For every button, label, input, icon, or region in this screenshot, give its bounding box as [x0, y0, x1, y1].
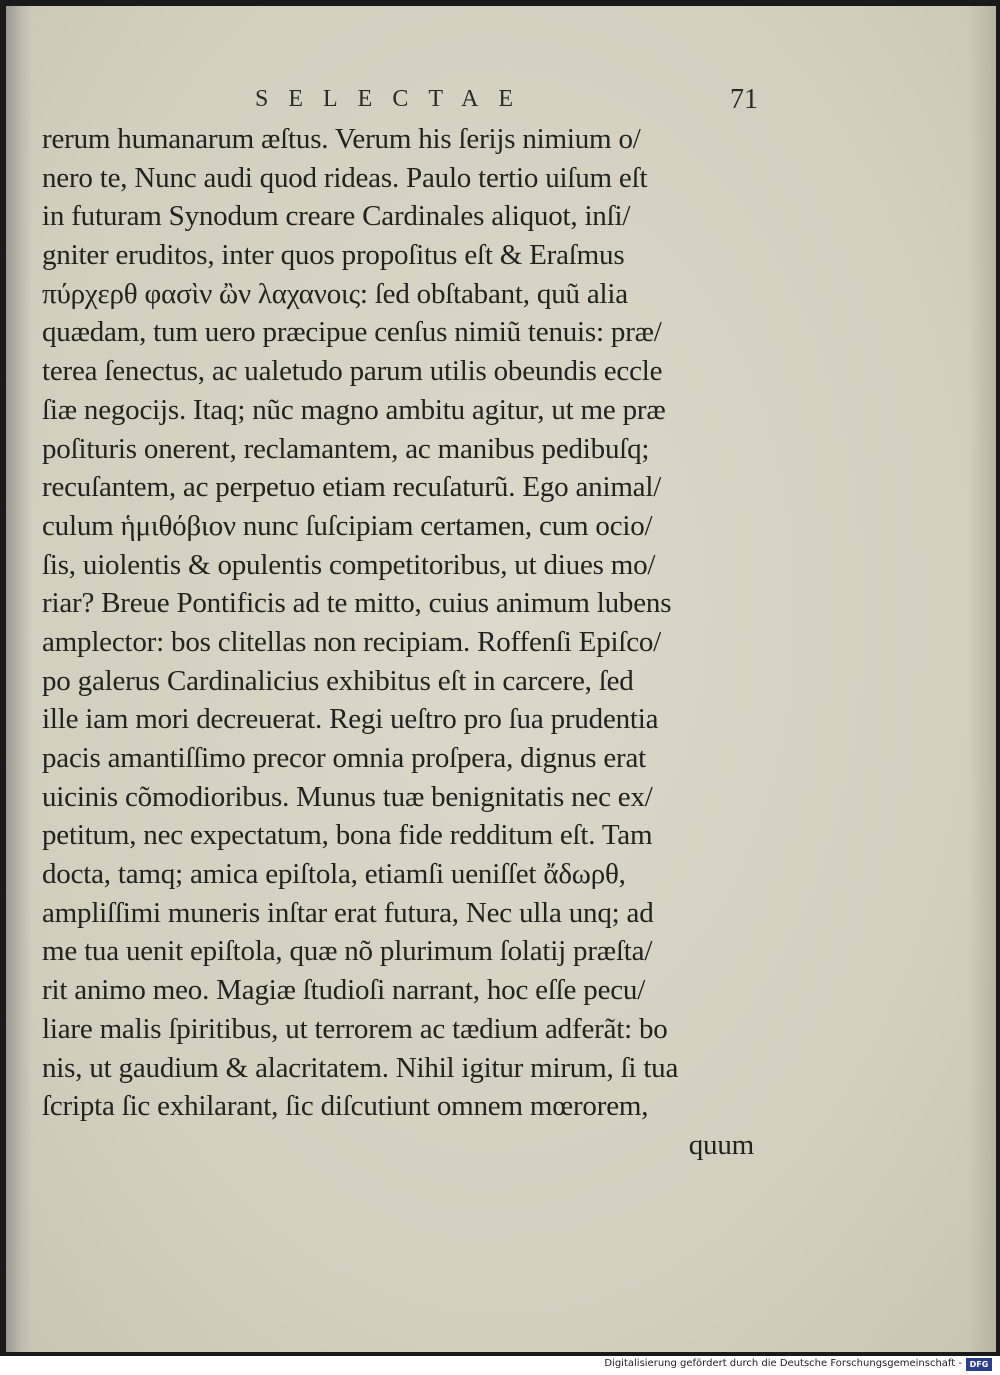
text-line: riar? Breue Pontificis ad te mitto, cuius animum lubens: [42, 587, 672, 620]
text-line: terea ſenectus, ac ualetudo parum utilis obeundis eccle: [42, 355, 663, 388]
text-line: rit animo meo. Magiæ ſtudioſi narrant, hoc eſſe pecu/: [42, 974, 646, 1007]
footer-bar: [0, 1356, 1000, 1375]
text-line: ſiæ negocijs. Itaq; nũc magno ambitu agitur, ut me præ: [42, 393, 666, 426]
body-text: [42, 120, 762, 1165]
catchword: quum: [688, 1128, 754, 1161]
text-line: uicinis cõmodioribus. Munus tuæ benignitatis nec ex/: [42, 780, 653, 813]
text-line: ſcripta ſic exhilarant, ſic diſcutiunt omnem mœrorem,: [42, 1090, 649, 1123]
text-line: culum ἡμιθόβιον nunc ſuſcipiam certamen, cum ocio/: [42, 509, 653, 542]
binding-shadow: [6, 6, 32, 1352]
text-line: in futuram Synodum creare Cardinales aliquot, inſi/: [42, 200, 631, 233]
text-line: petitum, nec expectatum, bona fide redditum eſt. Tam: [42, 819, 653, 852]
text-line: ampliſſimi muneris inſtar erat futura, Nec ulla unq; ad: [42, 896, 654, 929]
text-line: po galerus Cardinalicius exhibitus eſt in carcere, ſed: [42, 664, 634, 697]
text-line: quædam, tum uero præcipue cenſus nimiũ tenuis: præ/: [42, 316, 662, 349]
funding-credit: Digitalisierung gefördert durch die Deutsche Forschungsgemeinschaft -: [604, 1358, 962, 1369]
text-line: rerum humanarum æſtus. Verum his ſerijs nimium o/: [42, 123, 641, 155]
text-line: ſis, uiolentis & opulentis competitoribus, ut diues mo/: [42, 548, 656, 581]
dfg-logo: DFG: [966, 1358, 992, 1371]
text-line: pacis amantiſſimo precor omnia proſpera, dignus erat: [42, 742, 647, 774]
text-line: ille iam mori decreuerat. Regi ueſtro pro ſua prudentia: [42, 703, 659, 736]
text-line: nero te, Nunc audi quod rideas. Paulo tertio uiſum eſt: [42, 161, 648, 194]
text-line: recuſantem, ac perpetuo etiam recuſaturũ. Ego animal/: [42, 471, 662, 504]
page-edge-shadow: [968, 6, 996, 1352]
text-line: gniter eruditos, inter quos propoſitus eſt & Eraſmus: [42, 239, 625, 272]
text-line: liare malis ſpiritibus, ut terrorem ac tædium adferãt: bo: [42, 1012, 668, 1045]
text-line: me tua uenit epiſtola, quæ nõ plurimum ſolatij præſta/: [42, 935, 653, 968]
text-line: docta, tamq; amica epiſtola, etiamſi ueniſſet ἄδωρθ,: [42, 858, 626, 891]
page-number: 71: [730, 84, 758, 115]
running-head: SELECTAE: [255, 86, 534, 112]
text-line: πύρχερθ φασὶν ὢν λαχανοις: ſed obſtabant, quũ alia: [42, 277, 628, 310]
text-line: amplector: bos clitellas non recipiam. Roffenſi Epiſco/: [42, 625, 662, 658]
text-line: nis, ut gaudium & alacritatem. Nihil igitur mirum, ſi tua: [42, 1051, 679, 1084]
text-line: poſituris onerent, reclamantem, ac manibus pedibuſq;: [42, 432, 650, 465]
